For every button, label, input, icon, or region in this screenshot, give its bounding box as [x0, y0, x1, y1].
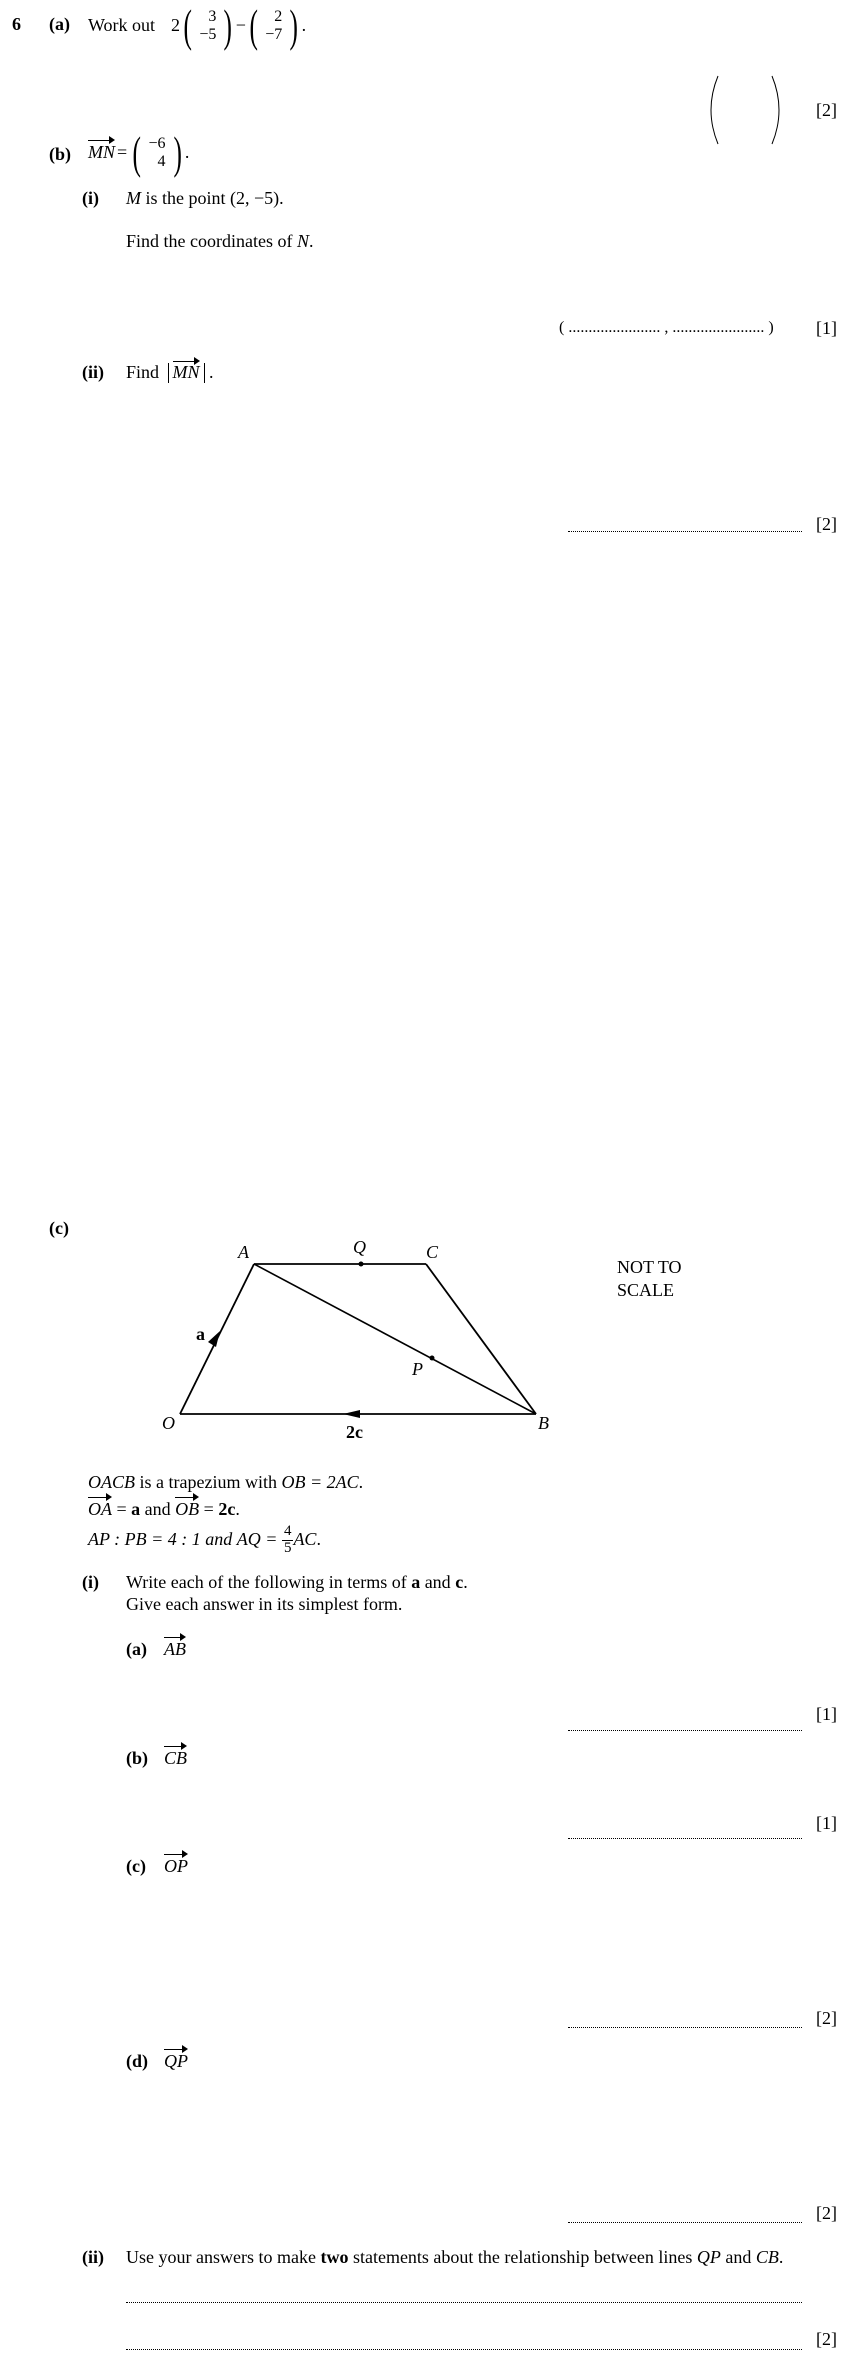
part-b-i-prompt: Find the coordinates of — [126, 231, 293, 251]
arrow-a-icon — [208, 1331, 220, 1347]
column-vector-answer-box[interactable] — [700, 72, 790, 148]
sub-part-b-label: (b) — [126, 1748, 148, 1768]
sub-part-c-vector — [164, 1856, 188, 1878]
label-vector-a: a — [196, 1324, 205, 1344]
label-a: A — [238, 1242, 249, 1262]
part-c-intro-1 — [88, 1472, 363, 1494]
equals-sign: = — [117, 142, 128, 163]
equals-sign: = — [116, 1499, 132, 1519]
left-paren-icon: ( — [249, 0, 258, 51]
part-b-i-line2 — [126, 231, 313, 253]
point-n: N — [296, 231, 309, 251]
part-c-intro-2 — [88, 1499, 240, 1521]
vector-ob: OB — [175, 1499, 200, 1519]
vector-2-top: 2 — [274, 8, 283, 26]
line-cb — [426, 1264, 536, 1414]
fraction-four-fifths — [282, 1524, 294, 1557]
length-relation: OB = 2AC — [281, 1472, 359, 1492]
vector-1-top: 3 — [208, 8, 217, 26]
note-line-1: NOT TO — [617, 1257, 682, 1277]
period: . — [778, 2247, 784, 2267]
part-c-i-label: (i) — [82, 1572, 99, 1592]
vector-oa: OA — [88, 1499, 112, 1519]
line-qp-text: QP — [696, 2247, 721, 2267]
part-c-ii-label: (ii) — [82, 2247, 104, 2267]
period: . — [308, 231, 314, 251]
part-b-i-label: (i) — [82, 188, 99, 208]
sub-part-d-marks: [2] — [816, 2203, 837, 2223]
vector-cb: CB — [164, 1748, 188, 1768]
part-a-scalar: 2 — [171, 15, 181, 36]
vector-mn-values — [144, 135, 169, 170]
label-vector-2c: 2c — [346, 1422, 363, 1442]
arrow-2c-icon — [343, 1410, 360, 1418]
coordinates-answer-line[interactable]: ( ....................... , ....................... ) — [559, 319, 774, 336]
vector-mn: MN — [172, 362, 200, 382]
label-q: Q — [353, 1237, 366, 1257]
period: . — [235, 1499, 240, 1519]
part-b-ii-prompt: Find — [126, 362, 160, 382]
part-c-label: (c) — [49, 1218, 69, 1238]
part-b-expression — [88, 127, 190, 178]
part-b-i-text: is the point (2, −5). — [145, 188, 284, 208]
vector-2c: 2c — [218, 1499, 236, 1519]
trapezium-diagram — [150, 1235, 570, 1450]
vector-mn: MN — [88, 142, 115, 163]
fraction-denominator: 5 — [283, 1539, 292, 1556]
ratio-text: AP : PB = 4 : 1 and — [88, 1529, 237, 1550]
sub-part-c-label: (c) — [126, 1856, 146, 1876]
sub-part-a-label: (a) — [126, 1639, 147, 1659]
sub-part-a-answer-line[interactable] — [568, 1730, 802, 1731]
vector-2 — [261, 8, 286, 43]
vector-c: c — [455, 1572, 464, 1592]
vector-2-bottom: −7 — [265, 26, 283, 43]
prompt-text-mid: statements about the relationship between lines — [352, 2247, 693, 2267]
label-p: P — [412, 1359, 423, 1379]
sub-part-c-marks: [2] — [816, 2008, 837, 2028]
vector-op: OP — [164, 1856, 188, 1876]
sub-part-d-answer-line[interactable] — [568, 2222, 802, 2223]
and-text: and — [725, 2247, 752, 2267]
fraction-numerator: 4 — [283, 1522, 292, 1539]
period: . — [209, 362, 214, 382]
not-to-scale-note — [617, 1256, 682, 1301]
part-c-ii-answer-line-1[interactable] — [126, 2302, 802, 2303]
part-c-ii-text — [126, 2247, 783, 2269]
sub-part-d-vector — [164, 2051, 188, 2073]
label-c: C — [426, 1242, 439, 1262]
shape-name: OACB — [88, 1472, 135, 1492]
period: . — [184, 142, 190, 163]
minus-sign: − — [235, 15, 246, 36]
vector-a: a — [131, 1499, 141, 1519]
vector-mn-bottom: 4 — [157, 153, 166, 170]
point-p-dot — [430, 1356, 435, 1361]
vector-1 — [195, 8, 220, 43]
and-text: and — [424, 1572, 451, 1592]
ac-text: AC — [293, 1529, 317, 1550]
part-c-i-line2: Give each answer in its simplest form. — [126, 1594, 403, 1614]
part-b-ii-label: (ii) — [82, 362, 104, 382]
instruction-text: Write each of the following in terms of — [126, 1572, 407, 1592]
sub-part-b-marks: [1] — [816, 1813, 837, 1833]
part-c-ii-marks: [2] — [816, 2329, 837, 2349]
magnitude-bars — [168, 363, 205, 383]
question-number: 6 — [12, 14, 21, 34]
part-b-label: (b) — [49, 144, 71, 164]
part-a-label: (a) — [49, 14, 70, 34]
sub-part-b-answer-line[interactable] — [568, 1838, 802, 1839]
vector-a: a — [411, 1572, 421, 1592]
line-ab — [254, 1264, 536, 1414]
sub-part-d-label: (d) — [126, 2051, 148, 2071]
label-o: O — [162, 1413, 175, 1433]
right-paren-icon: ) — [289, 0, 299, 51]
emphasis-two: two — [320, 2247, 349, 2267]
equals-sign: = — [199, 1499, 219, 1519]
point-m: M — [126, 188, 141, 208]
right-paren-icon: ) — [172, 127, 182, 178]
sub-part-c-answer-line[interactable] — [568, 2027, 802, 2028]
part-c-i-line1 — [126, 1572, 468, 1594]
period: . — [316, 1529, 321, 1550]
vector-1-bottom: −5 — [199, 26, 217, 43]
sub-part-a-marks: [1] — [816, 1704, 837, 1724]
part-b-ii-marks: [2] — [816, 514, 837, 534]
part-a-marks: [2] — [816, 100, 837, 120]
part-a-expression — [88, 0, 307, 51]
part-c-ii-answer-line-2[interactable] — [126, 2349, 802, 2350]
prompt-text: Use your answers to make — [126, 2247, 316, 2267]
part-b-ii-answer-line[interactable] — [568, 531, 802, 532]
aq-text: AQ = — [236, 1529, 282, 1550]
vector-qp: QP — [164, 2051, 188, 2071]
part-c-intro-3 — [88, 1521, 321, 1559]
vector-ab: AB — [164, 1639, 186, 1659]
right-paren-icon: ) — [223, 0, 233, 51]
line-cb-text: CB — [755, 2247, 779, 2267]
note-line-2: SCALE — [617, 1279, 675, 1300]
part-a-text: Work out — [88, 15, 156, 36]
sub-part-b-vector — [164, 1748, 187, 1770]
left-paren-icon: ( — [132, 127, 142, 178]
left-paren-icon: ( — [183, 0, 192, 51]
part-b-i-line1 — [126, 188, 284, 210]
period: . — [463, 1572, 468, 1592]
label-b: B — [538, 1413, 549, 1433]
sub-part-a-vector — [164, 1639, 186, 1661]
and-text: and — [140, 1499, 176, 1519]
point-q-dot — [359, 1262, 364, 1267]
period: . — [301, 15, 307, 36]
part-b-i-marks: [1] — [816, 318, 837, 338]
intro-text: is a trapezium with — [139, 1472, 277, 1492]
vector-mn-top: −6 — [148, 135, 166, 153]
period: . — [358, 1472, 364, 1492]
part-b-ii-text-row — [126, 362, 214, 384]
